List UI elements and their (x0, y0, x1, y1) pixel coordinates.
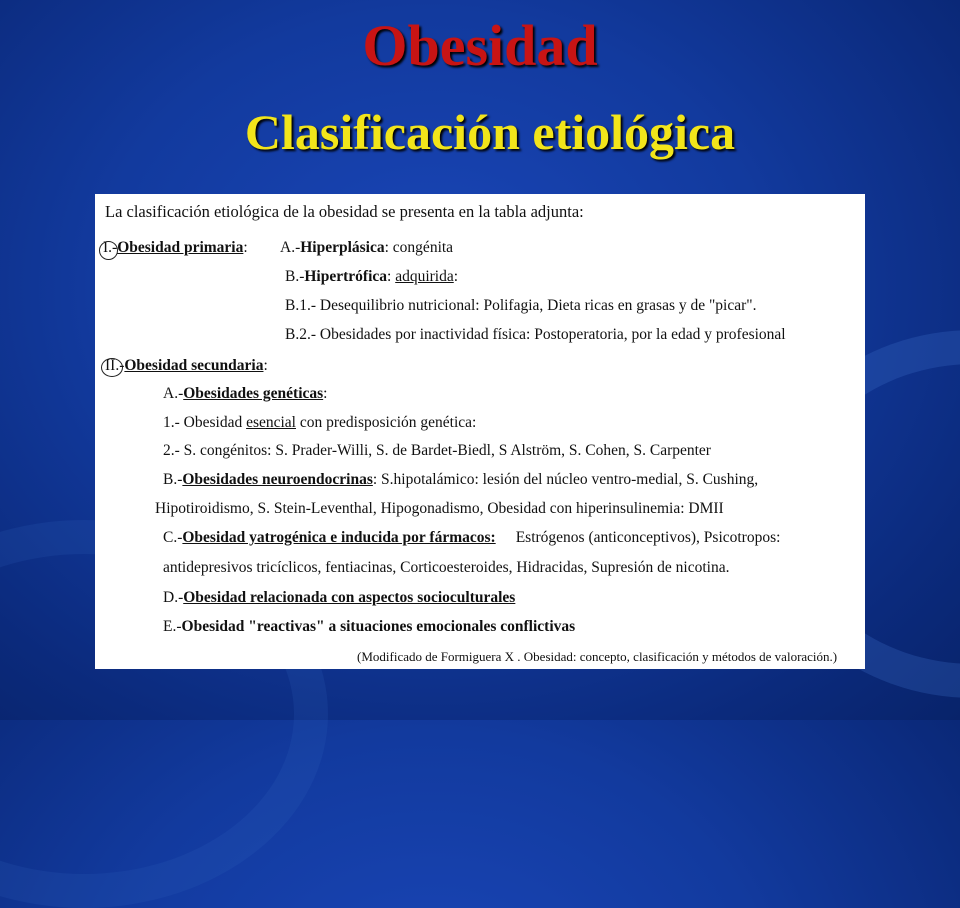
secondary-b (163, 470, 758, 490)
citation: (Modificado de Formiguera X . Obesidad: concepto, clasificación y métodos de valoración.) (357, 649, 838, 664)
primary-a-prefix: A.- (280, 239, 301, 256)
secondary-c-continuation: antidepresivos tricíclicos, fentiacinas, Corticoesteroides, Hidracidas, Supresión de nicotina. (163, 559, 730, 576)
secondary-e (163, 617, 575, 637)
secondary-a (163, 384, 327, 404)
secondary-a1-prefix: 1.- Obesidad (163, 414, 247, 431)
secondary-a1 (163, 413, 476, 433)
secondary-a1-underlined: esencial (246, 414, 296, 431)
secondary-e-title: Obesidad "reactivas" a situaciones emocionales conflictivas (181, 618, 576, 635)
scanned-document (95, 194, 865, 669)
secondary-d-prefix: D.- (163, 589, 184, 606)
primary-colon: : (243, 239, 248, 256)
secondary-b-text: : S.hipotalámico: lesión del núcleo ventro-medial, S. Cushing, (372, 471, 759, 488)
primary-b-underlined: adquirida (395, 268, 454, 285)
secondary-a-colon: : (323, 385, 328, 402)
primary-b-colon: : (387, 268, 396, 285)
secondary-b-continuation: Hipotiroidismo, S. Stein-Leventhal, Hipogonadismo, Obesidad con hiperinsulinemia: DMII (155, 500, 724, 517)
secondary-a1-text: con predisposición genética: (296, 414, 477, 431)
primary-b-end: : (453, 268, 459, 285)
secondary-c-title: Obesidad yatrogénica e inducida por fármacos: (182, 529, 496, 546)
doc-intro: La clasificación etiológica de la obesidad se presenta en la tabla adjunta: (105, 202, 584, 221)
primary-label: Obesidad primaria (117, 239, 244, 256)
secondary-e-prefix: E.- (163, 618, 182, 635)
secondary-label: Obesidad secundaria (124, 357, 264, 374)
secondary-c (163, 528, 780, 548)
primary-b (285, 267, 458, 287)
secondary-c-prefix: C.- (163, 529, 183, 546)
primary-a-text: : congénita (384, 239, 454, 256)
secondary-heading (105, 356, 268, 376)
primary-b2: B.2.- Obesidades por inactividad física: Postoperatoria, por la edad y profesional (285, 326, 786, 343)
slide-title: Obesidad (362, 13, 598, 78)
slide-subtitle: Clasificación etiológica (244, 104, 736, 160)
primary-number: I.- (103, 239, 118, 256)
secondary-b-title: Obesidades neuroendocrinas (182, 471, 373, 488)
primary-b-prefix: B.- (285, 268, 305, 285)
secondary-b-prefix: B.- (163, 471, 183, 488)
primary-b1: B.1.- Desequilibrio nutricional: Polifagia, Dieta ricas en grasas y de "picar". (285, 297, 757, 314)
secondary-d-title: Obesidad relacionada con aspectos socioculturales (183, 589, 516, 606)
primary-heading (103, 238, 248, 258)
secondary-a2: 2.- S. congénitos: S. Prader-Willi, S. de Bardet-Biedl, S Alström, S. Cohen, S. Carpenter (163, 442, 711, 459)
secondary-colon: : (263, 357, 268, 374)
secondary-d (163, 588, 515, 608)
secondary-c-text: Estrógenos (anticonceptivos), Psicotropos: (515, 529, 781, 546)
secondary-number: II.- (105, 357, 125, 374)
secondary-a-prefix: A.- (163, 385, 184, 402)
primary-a-title: Hiperplásica (300, 239, 385, 256)
primary-a (280, 238, 453, 258)
secondary-a-title: Obesidades genéticas (183, 385, 324, 402)
primary-b-title: Hipertrófica (304, 268, 388, 285)
